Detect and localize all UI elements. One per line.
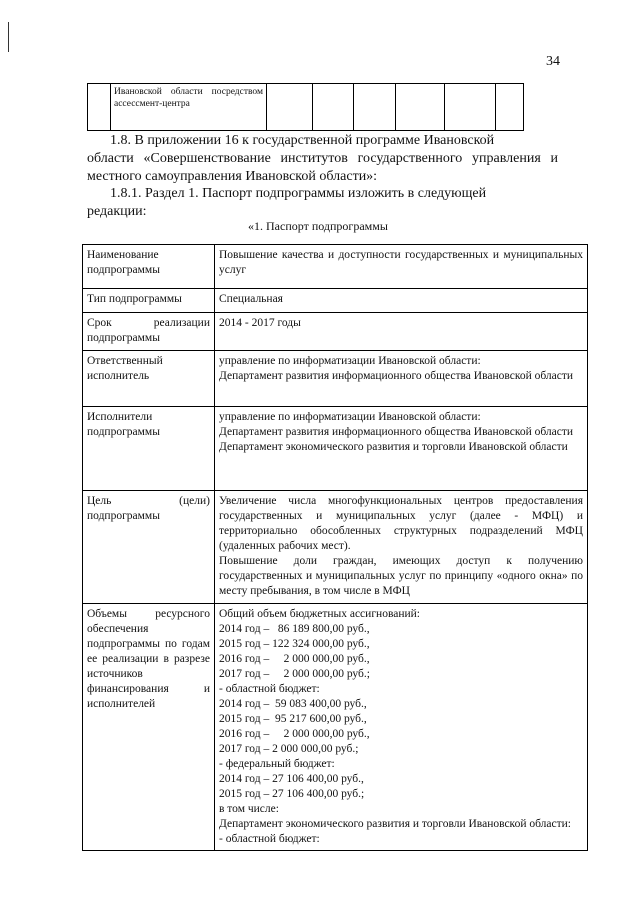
table-cell <box>496 84 524 131</box>
financing-value <box>215 604 588 851</box>
financing-line: 2016 год – 2 000 000,00 руб., <box>219 728 370 740</box>
financing-line: - областной бюджет: <box>219 683 320 695</box>
table-row <box>83 407 588 491</box>
page-number: 34 <box>546 54 560 69</box>
financing-line: 2017 год – 2 000 000,00 руб.; <box>219 668 370 680</box>
table-cell <box>445 84 496 131</box>
financing-line: Общий объем бюджетных ассигнований: <box>219 608 420 620</box>
paragraph-1-8-first-line: 1.8. В приложении 16 к государственной программе Ивановской <box>110 133 495 148</box>
goal-paragraph: Увеличение числа многофункциональных центров предоставления государственных и муниципальных услуг (далее - МФЦ) и территориально обособленных структурных подразделений МФЦ (удаленных рабочих мест). <box>219 495 583 552</box>
executors-value <box>215 407 588 491</box>
executor-line: Департамент развития информационного общества Ивановской области <box>219 426 574 438</box>
financing-lines <box>219 607 583 817</box>
table-row <box>83 491 588 604</box>
financing-line: 2017 год – 2 000 000,00 руб.; <box>219 743 359 755</box>
financing-line: 2015 год – 122 324 000,00 руб., <box>219 638 370 650</box>
subprogram-passport-table <box>82 244 588 851</box>
goal-label: Цель (цели) подпрограммы <box>83 491 215 604</box>
table-cell <box>111 84 267 131</box>
financing-line: 2015 год – 27 106 400,00 руб.; <box>219 788 365 800</box>
table-row <box>83 604 588 851</box>
margin-mark <box>8 22 9 52</box>
paragraph-1-8-1-continuation: редакции: <box>87 204 147 219</box>
table-cell <box>313 84 354 131</box>
type-value: Специальная <box>215 289 588 313</box>
table-cell <box>354 84 396 131</box>
responsible-line: управление по информатизации Ивановской области: <box>219 355 481 367</box>
table-cell <box>396 84 445 131</box>
table-cell <box>88 84 111 131</box>
passport-subtitle: «1. Паспорт подпрограммы <box>248 219 388 233</box>
financing-line: - федеральный бюджет: <box>219 758 335 770</box>
executor-line: Департамент экономического развития и торговли Ивановской области <box>219 441 568 453</box>
goal-paragraph: Повышение доли граждан, имеющих доступ к получению государственных и муниципальных услуг по принципу «одного окна» по месту пребывания, в том числе в МФЦ <box>219 555 583 597</box>
table-row <box>83 245 588 289</box>
type-label: Тип подпрограммы <box>83 289 215 313</box>
term-label: Срок реализации подпрограммы <box>83 313 215 351</box>
table-cell-text: Ивановской области посредством ассессмент-центра <box>114 87 263 109</box>
name-value: Повышение качества и доступности государственных и муниципальных услуг <box>215 245 588 289</box>
financing-line: 2015 год – 95 217 600,00 руб., <box>219 713 367 725</box>
financing-line: 2016 год – 2 000 000,00 руб., <box>219 653 370 665</box>
financing-label: Объемы ресурсного обеспечения подпрограммы по годам ее реализации в разрезе источников финансирования и исполнителей <box>83 604 215 851</box>
financing-line: 2014 год – 27 106 400,00 руб., <box>219 773 364 785</box>
table-row <box>83 313 588 351</box>
term-value: 2014 - 2017 годы <box>215 313 588 351</box>
table-row <box>83 351 588 407</box>
financing-line: 2014 год – 86 189 800,00 руб., <box>219 623 370 635</box>
responsible-value <box>215 351 588 407</box>
financing-line: в том числе: <box>219 803 279 815</box>
table-cell <box>267 84 313 131</box>
financing-department: Департамент экономического развития и торговли Ивановской области: <box>219 818 571 830</box>
goal-value <box>215 491 588 604</box>
financing-line: - областной бюджет: <box>219 833 320 845</box>
continued-table-fragment <box>87 83 524 131</box>
responsible-label: Ответственный исполнитель <box>83 351 215 407</box>
executors-label: Исполнители подпрограммы <box>83 407 215 491</box>
financing-line: 2014 год – 59 083 400,00 руб., <box>219 698 367 710</box>
name-label: Наименование подпрограммы <box>83 245 215 289</box>
table-row <box>83 289 588 313</box>
paragraph-1-8-1-first-line: 1.8.1. Раздел 1. Паспорт подпрограммы изложить в следующей <box>110 186 487 201</box>
responsible-line: Департамент развития информационного общества Ивановской области <box>219 370 574 382</box>
paragraph-1-8-continuation: области «Совершенствование институтов государственного управления и местного самоуправления Ивановской области»: <box>87 151 558 184</box>
executor-line: управление по информатизации Ивановской области: <box>219 411 481 423</box>
